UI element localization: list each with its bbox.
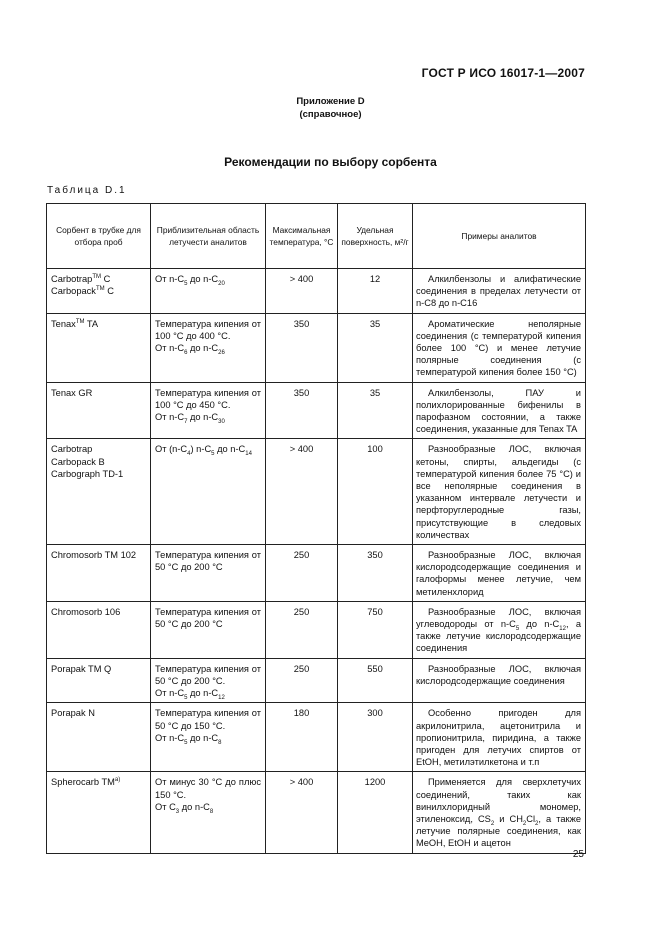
table-row: [47, 269, 586, 314]
cell-examples: Разнообразные ЛОС, включая кетоны, спирты, альдегиды (с температурой кипения более 75 °С) и все неполярные соединения в указанном интервале летучести и перфторуглеродные газы, присутствующие в следовых количествах: [413, 439, 586, 545]
cell-surface: 750: [338, 601, 413, 658]
table-header-row: [47, 204, 586, 269]
cell-range: От минус 30 °С до плюс 150 °С. От $C_3$ до $n-C_8$: [151, 772, 266, 853]
cell-range: Температура кипения от 100 °С до 400 °С. От $n-C_6$ до $n-C_{26}$: [151, 313, 266, 382]
cell-examples: Алкилбензолы, ПАУ и полихлорированные бифенилы в парофазном состоянии, а также соединения, указанные для Tenax TA: [413, 382, 586, 439]
header-surface: Удельная поверхность, м²/г: [338, 204, 413, 269]
header-range: Приблизительная область летучести аналитов: [151, 204, 266, 269]
header-max-temp: Максимальная температура, °С: [266, 204, 338, 269]
table-row: [47, 658, 586, 703]
table-row: [47, 772, 586, 853]
cell-range: Температура кипения от 50 °С до 200 °С: [151, 545, 266, 602]
table-caption: Таблица D.1: [47, 185, 127, 196]
cell-sorbent: Porapak N: [47, 703, 151, 772]
cell-surface: 35: [338, 382, 413, 439]
page-title: Рекомендации по выбору сорбента: [224, 155, 437, 169]
page-number: 25: [572, 849, 584, 860]
header-examples: Примеры аналитов: [413, 204, 586, 269]
annex-subtitle: (справочное): [299, 109, 362, 120]
cell-sorbent: Porapak TM Q: [47, 658, 151, 703]
document-code: ГОСТ Р ИСО 16017-1—2007: [421, 66, 585, 80]
table-body: [47, 269, 586, 854]
cell-surface: 550: [338, 658, 413, 703]
table-row: [47, 313, 586, 382]
cell-range: Температура кипения от 50 °С до 200 °С: [151, 601, 266, 658]
cell-sorbent: Chromosorb 106: [47, 601, 151, 658]
cell-max-temp: 250: [266, 545, 338, 602]
cell-max-temp: 180: [266, 703, 338, 772]
cell-surface: 300: [338, 703, 413, 772]
cell-surface: 100: [338, 439, 413, 545]
cell-max-temp: > 400: [266, 439, 338, 545]
cell-sorbent: Chromosorb TM 102: [47, 545, 151, 602]
cell-sorbent: Tenax GR: [47, 382, 151, 439]
cell-examples: Ароматические неполярные соединения (с температурой кипения более 100 °С) и менее летучие полярные соединения (с температурой кипения более 150 °С): [413, 313, 586, 382]
header-sorbent: Сорбент в трубке для отбора проб: [47, 204, 151, 269]
cell-range: От $(n-C_4)$ $n-C_5$ до $n-C_{14}$: [151, 439, 266, 545]
table-row: [47, 382, 586, 439]
sorbent-table: [46, 203, 586, 854]
table-row: [47, 439, 586, 545]
table-row: [47, 545, 586, 602]
cell-surface: 12: [338, 269, 413, 314]
cell-max-temp: 350: [266, 382, 338, 439]
cell-range: Температура кипения от 50 °С до 150 °С. От $n-C_5$ до $n-C_8$: [151, 703, 266, 772]
cell-max-temp: > 400: [266, 772, 338, 853]
cell-examples: Разнообразные ЛОС, включая кислородсодержащие соединения: [413, 658, 586, 703]
annex-title: Приложение D: [296, 96, 365, 107]
annex-heading: [0, 95, 661, 121]
cell-examples: Разнообразные ЛОС, включая углеводороды от $n-C_5$ до $n-C_{12}$, а также летучие кислородсодержащие соединения: [413, 601, 586, 658]
cell-max-temp: 350: [266, 313, 338, 382]
cell-sorbent: Carbotrap Carbopack B Carbograph TD-1: [47, 439, 151, 545]
cell-max-temp: 250: [266, 658, 338, 703]
cell-max-temp: > 400: [266, 269, 338, 314]
cell-surface: 1200: [338, 772, 413, 853]
cell-surface: 35: [338, 313, 413, 382]
cell-range: Температура кипения от 50 °С до 200 °С. От $n-C_5$ до $n-C_{12}$: [151, 658, 266, 703]
cell-examples: Применяется для сверхлетучих соединений, таких как винилхлоридный мономер, этиленоксид, $CS_2$ и $CH_2Cl_2$, а также летучие полярные соединения, как MeOH, EtOH и ацетон: [413, 772, 586, 853]
cell-examples: Особенно пригоден для акрилонитрила, ацетонитрила и пропионитрила, пиридина, а также пригоден для летучих спиртов от EtOH, метилэтилкетона и т.п: [413, 703, 586, 772]
cell-examples: Алкилбензолы и алифатические соединения в пределах летучести от n-C8 до n-C16: [413, 269, 586, 314]
table-row: [47, 703, 586, 772]
cell-range: Температура кипения от 100 °С до 450 °С. От $n-C_7$ до $n-C_{30}$: [151, 382, 266, 439]
table-row: [47, 601, 586, 658]
cell-max-temp: 250: [266, 601, 338, 658]
cell-sorbent: Tenax™ TA: [47, 313, 151, 382]
cell-examples: Разнообразные ЛОС, включая кислородсодержащие соединения и галоформы менее летучие, чем метиленхлорид: [413, 545, 586, 602]
cell-range: От $n-C_5$ до $n-C_{20}$: [151, 269, 266, 314]
cell-sorbent: Spherocarb TM$^{a)}$: [47, 772, 151, 853]
cell-sorbent: Carbotrap™ C Carbopack™ C: [47, 269, 151, 314]
cell-surface: 350: [338, 545, 413, 602]
